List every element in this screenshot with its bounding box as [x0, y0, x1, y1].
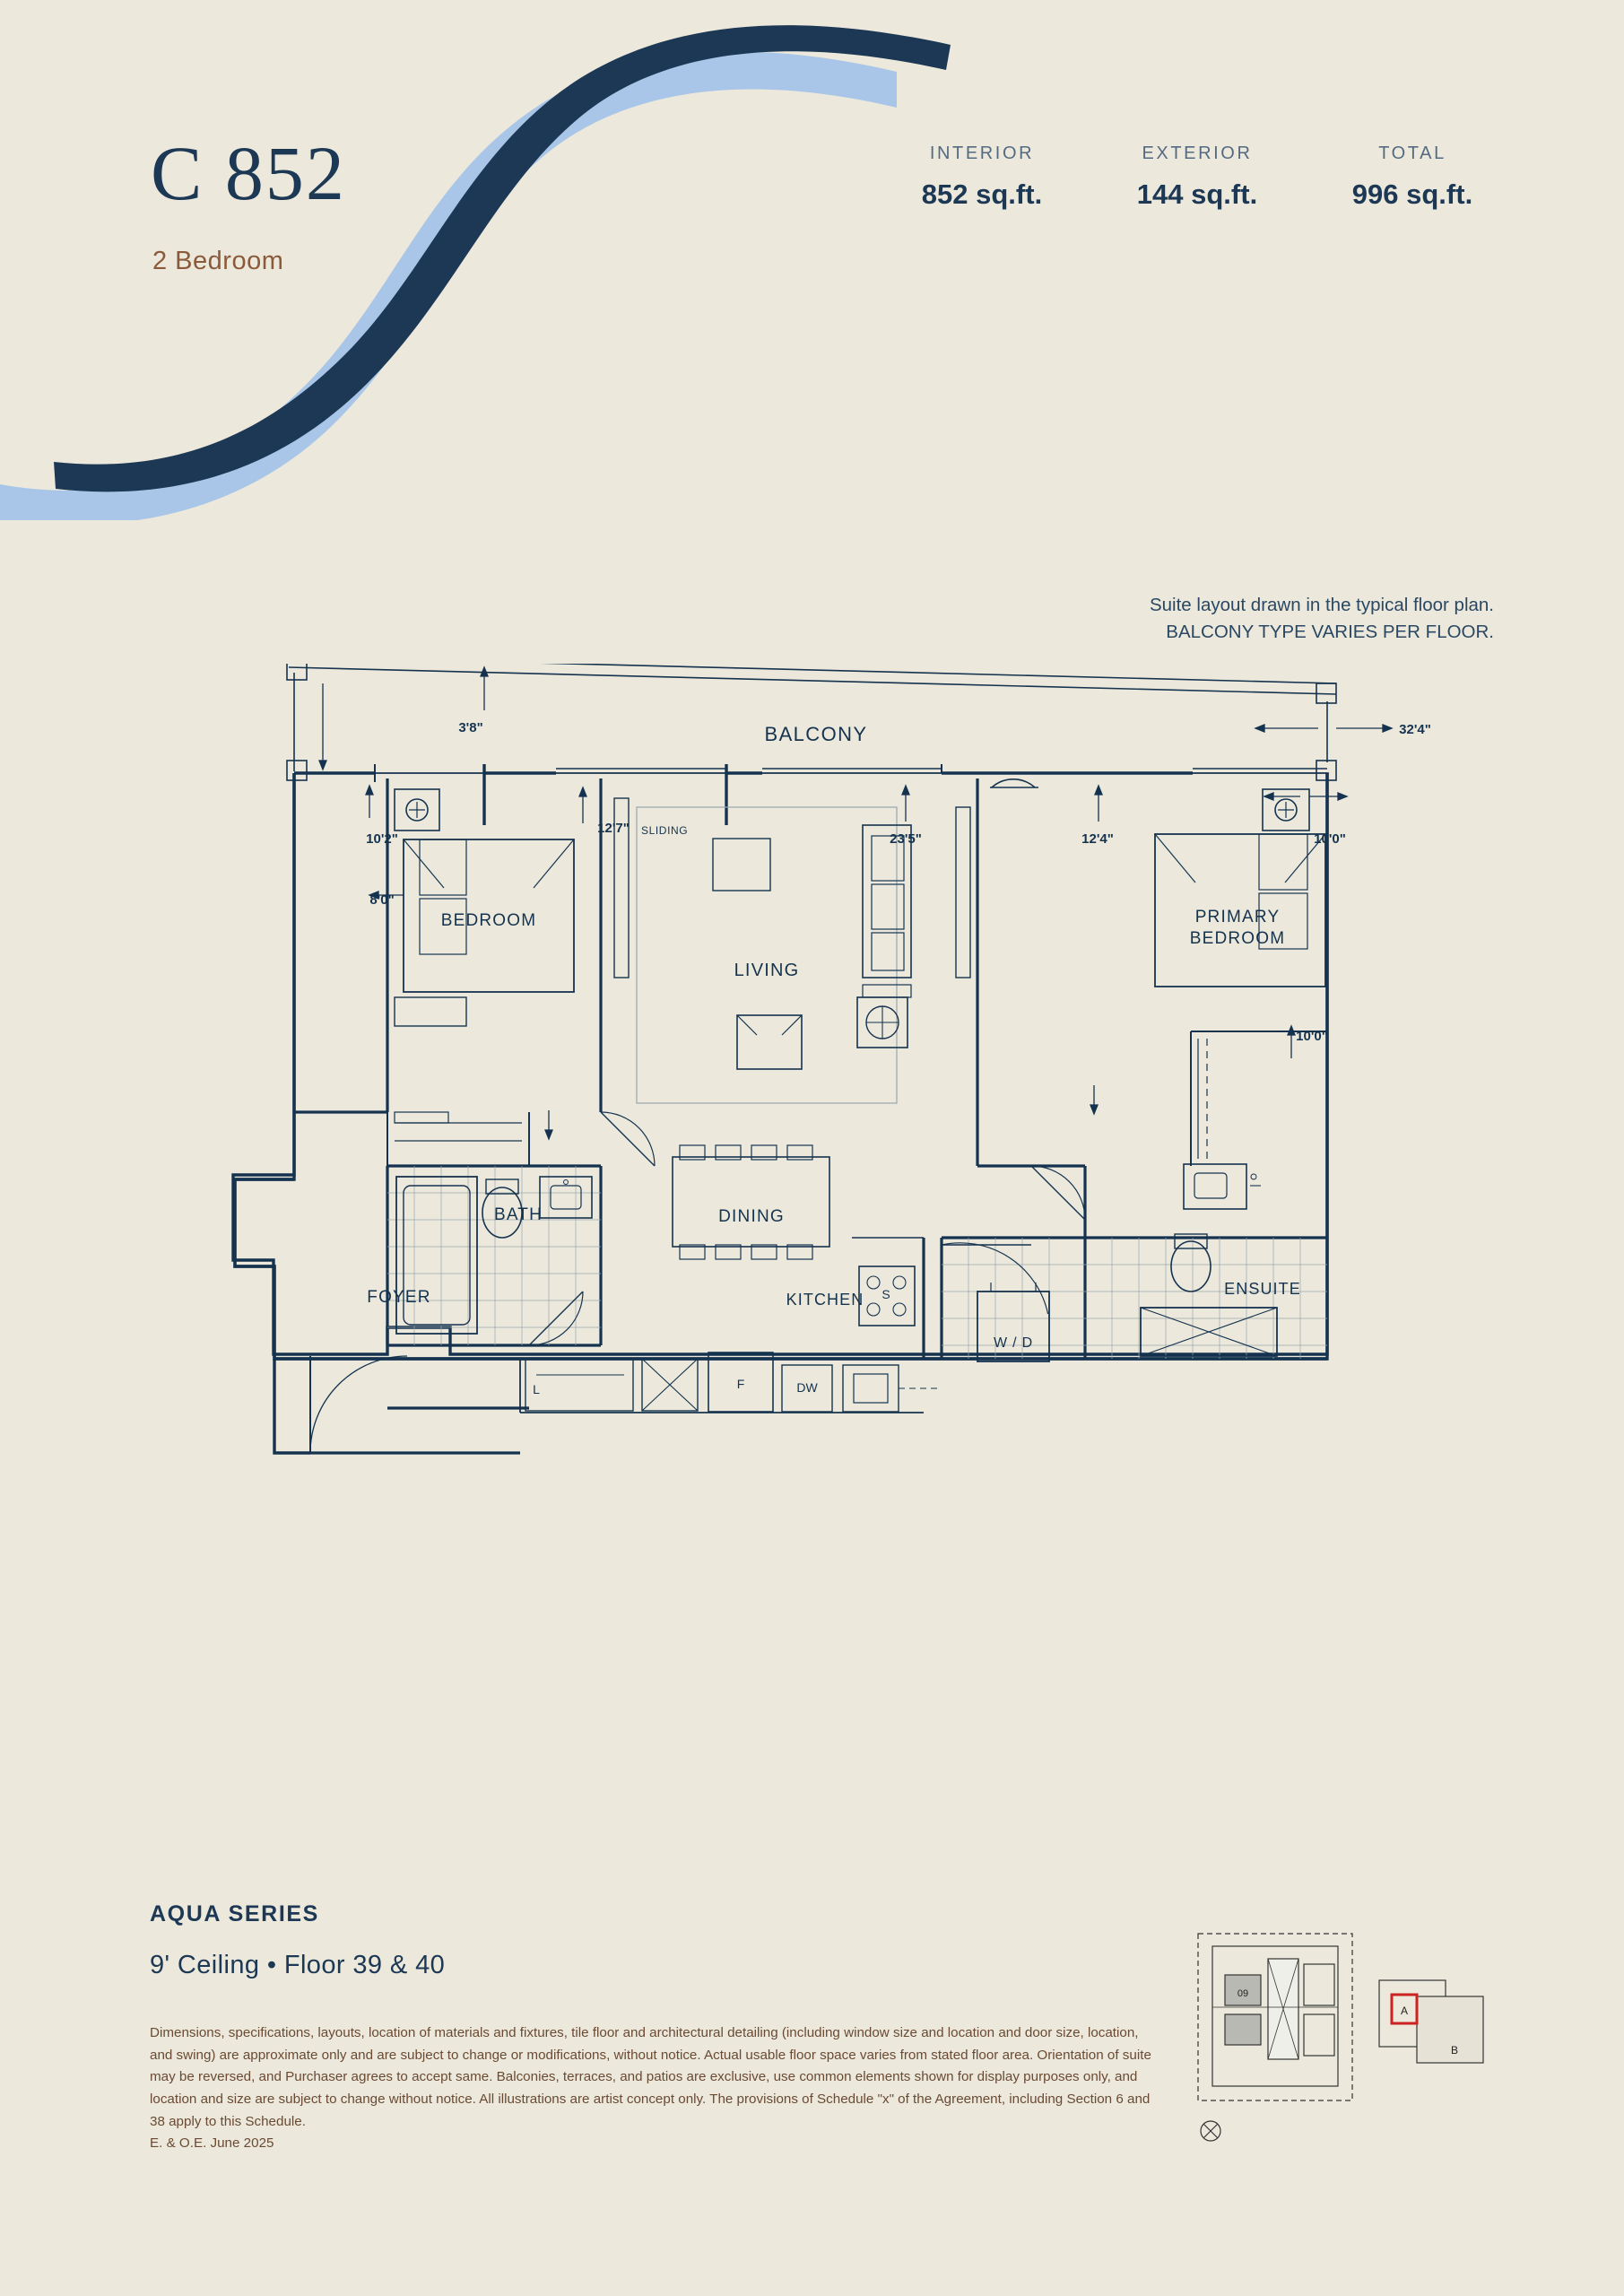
- north-arrow-icon: [1201, 2121, 1220, 2141]
- key-plan-unit-label: 09: [1237, 1988, 1249, 1999]
- room-label-bedroom: BEDROOM: [440, 911, 537, 930]
- floor-plan-drawing: [135, 664, 1498, 1830]
- key-plan: [1193, 1928, 1498, 2179]
- appliance-label-fridge: F: [736, 1377, 745, 1391]
- appliance-label-wd: W / D: [994, 1335, 1033, 1351]
- dim-10-2: 10'2": [366, 831, 398, 847]
- ceiling-info: 9' Ceiling • Floor 39 & 40: [150, 1951, 446, 1979]
- area-summary: [874, 144, 1520, 211]
- room-label-primary-line2: BEDROOM: [1189, 929, 1286, 948]
- room-label-ensuite: ENSUITE: [1224, 1280, 1301, 1298]
- dim-23-5: 23'5": [890, 831, 922, 847]
- area-interior-value: 852 sq.ft.: [921, 178, 1043, 210]
- room-label-balcony: BALCONY: [764, 723, 868, 745]
- appliance-label-laundry-sink: L: [533, 1382, 540, 1396]
- area-exterior-label: EXTERIOR: [1142, 144, 1253, 163]
- area-interior: [874, 144, 1090, 211]
- room-label-foyer: FOYER: [367, 1288, 431, 1307]
- series-title: AQUA SERIES: [150, 1901, 319, 1926]
- balcony-note-line1: Suite layout drawn in the typical floor plan.: [1149, 595, 1494, 615]
- dim-12-4: 12'4": [1081, 831, 1114, 847]
- balcony-note: [1150, 592, 1494, 645]
- area-total: [1305, 144, 1520, 211]
- area-exterior-value: 144 sq.ft.: [1136, 178, 1258, 210]
- key-plan-label-b: B: [1450, 2044, 1459, 2057]
- dim-10-0-a: 10'0": [1314, 831, 1346, 847]
- legal-text: E. & O.E. June 2025: [150, 2135, 274, 2152]
- room-label-living: LIVING: [734, 961, 800, 980]
- wave-decoration: [0, 0, 986, 520]
- room-label-kitchen: KITCHEN: [786, 1291, 864, 1309]
- room-label-dining: DINING: [718, 1207, 785, 1226]
- plan-subtitle: 2 Bedroom: [152, 247, 284, 275]
- disclaimer: [150, 2022, 1154, 2155]
- balcony-note-line2: BALCONY TYPE VARIES PER FLOOR.: [1166, 621, 1494, 642]
- room-label-primary-line1: PRIMARY: [1194, 908, 1281, 926]
- appliance-label-dishwasher: DW: [796, 1380, 818, 1395]
- area-exterior: [1090, 144, 1305, 211]
- area-total-label: TOTAL: [1378, 144, 1446, 163]
- key-plan-label-a: A: [1400, 2005, 1409, 2017]
- appliance-label-stove: S: [881, 1287, 890, 1301]
- dim-3-8: 3'8": [458, 720, 483, 735]
- room-label-bath: BATH: [493, 1205, 543, 1224]
- page-title: C 852: [151, 130, 346, 216]
- sliding-door-label: SLIDING: [641, 824, 689, 837]
- disclaimer-text: Dimensions, specifications, layouts, location of materials and fixtures, tile floor and architectural detailing (including window size and location and door size, location, and swing) are approximate only and are subject to change or modifications, without notice. Actual usable floor space varies from stated floor area. Orientation of suite may be reversed, and Purchaser agrees to accept same. Balconies, terraces, and patios are exclusive, use common elements shown for display purposes only, and location and size are subject to change without notice. All illustrations are artist concept only. The provisions of Schedule "x" of the Agreement, including Section 6 and 38 apply to this Schedule.: [150, 2025, 1151, 2129]
- dim-12-7: 12'7": [597, 821, 630, 836]
- area-interior-label: INTERIOR: [929, 144, 1035, 163]
- dim-10-0-b: 10'0": [1296, 1029, 1328, 1044]
- area-total-value: 996 sq.ft.: [1351, 178, 1473, 210]
- dim-8-0: 8'0": [369, 892, 395, 908]
- dim-32-4: 32'4": [1399, 722, 1431, 737]
